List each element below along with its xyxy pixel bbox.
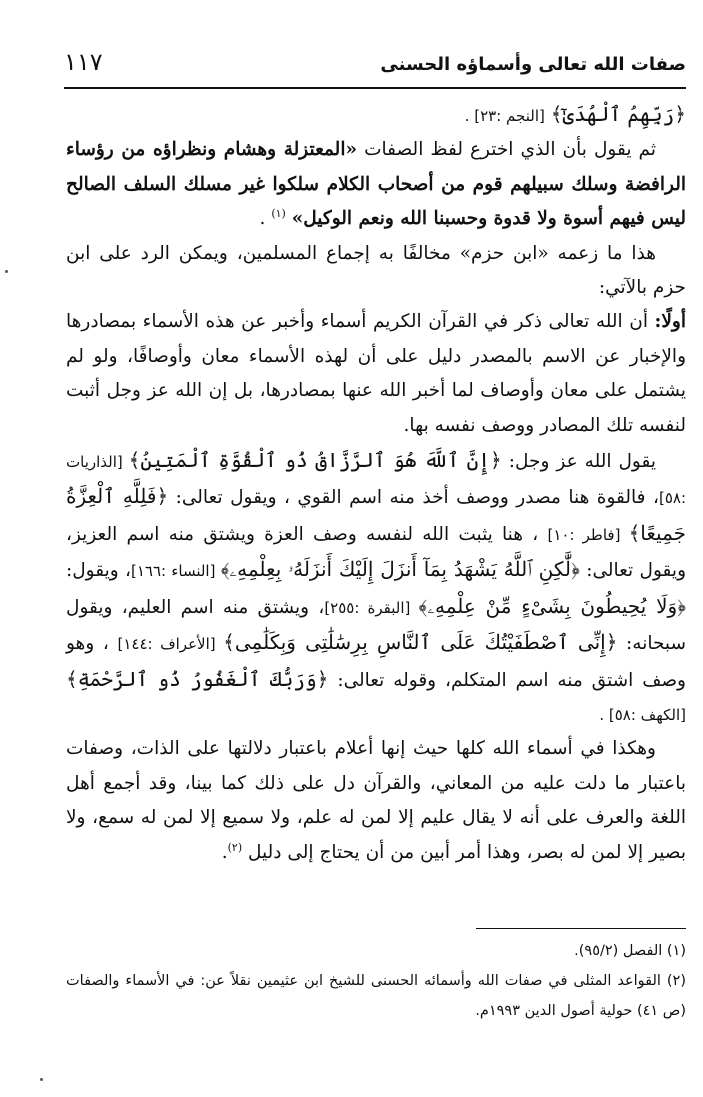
footnote-marker: (١) bbox=[271, 207, 286, 221]
paragraph-3: هذا ما زعمه «ابن حزم» مخالفًا به إجماع المسلمين، ويمكن الرد على ابن حزم بالآتي: bbox=[66, 242, 686, 299]
footnote-2: (٢) القواعد المثلى في صفات الله وأسمائه الحسنى للشيخ ابن عثيمين نقلاً عن: في الأسماء والصفات (ص ٤١) حولية أصول الدين ١٩٩٣م. bbox=[66, 973, 686, 1019]
paragraph-text: ثم يقول بأن الذي اخترع لفظ الصفات bbox=[357, 139, 656, 161]
page-number: ١١٧ bbox=[64, 48, 103, 76]
paragraph-2 bbox=[66, 133, 686, 236]
paragraph-4 bbox=[66, 305, 686, 443]
verse-reference: [الذاريات :٥٨] bbox=[66, 453, 687, 508]
footnote-marker: (٢) bbox=[227, 840, 243, 854]
margin-speck bbox=[5, 270, 8, 273]
main-text bbox=[66, 97, 686, 870]
paragraph-end: . bbox=[221, 841, 228, 863]
quran-verse: ﴿وَلَا يُحِيطُونَ بِشَىْءٍ مِّنْ عِلْمِهِۦ﴾ bbox=[418, 593, 686, 618]
quoted-text: «المعتزلة وهشام ونظراؤه من رؤساء الرافضة وسلك سبيلهم قوم من أصحاب الكلام سلكوا غير مسلك السلف الصالح ليس فيهم أسوة ولا قدوة وحسبنا الله ونعم الوكيل» bbox=[66, 139, 686, 230]
verse-reference: [الأعراف :١٤٤] bbox=[117, 635, 224, 654]
paragraph-text: ، وهو وصف اشتق منه اسم المتكلم، وقوله تعالى: bbox=[66, 633, 686, 691]
footnote-1: (١) الفصل (٩٥/٢). bbox=[574, 943, 686, 959]
verse-reference: [النجم :٢٣] . bbox=[464, 107, 545, 125]
header-rule bbox=[64, 87, 686, 89]
point-label: أولًا: bbox=[654, 311, 686, 333]
quran-verse: ﴿فَلِلَّهِ ٱلْعِزَّةُ جَمِيعًا﴾ bbox=[66, 484, 686, 545]
quran-verse: ﴿لَّٰكِنِ ٱللَّهُ يَشْهَدُ بِمَآ أَنزَلَ إِلَيْكَ أَنزَلَهُۥ بِعِلْمِهِۦ﴾ bbox=[220, 557, 580, 582]
footnotes bbox=[66, 936, 686, 1026]
paragraph-text: وهكذا في أسماء الله كلها حيث إنها أعلام باعتبار دلالتها على الذات، وصفات باعتبار ما دلت عليه من المعاني، والقرآن دل على ذلك كما بينا، وقد أجمع أهل اللغة والعرف على أنه لا يقال عليم إلا لمن له علم، ولا سميع إلا لمن له سمع، ولا بصير إلا لمن له بصر، وهذا أمر أبين من أن يحتاج إلى دليل bbox=[66, 738, 686, 863]
paragraph-text: ، ويقول: bbox=[66, 560, 131, 582]
quran-verse: ﴿رَبِّهِمُ ٱلْهُدَىٰٓ﴾ bbox=[550, 102, 686, 126]
quran-verse: ﴿وَرَبُّكَ ٱلْغَفُورُ ذُو ٱلرَّحْمَةِ﴾ bbox=[66, 666, 329, 691]
paragraph-text: يقول الله عز وجل: bbox=[501, 451, 656, 473]
quran-verse: ﴿إِنَّ ٱللَّهَ هُوَ ٱلرَّزَّاقُ ذُو ٱلْقُوَّةِ ٱلْمَتِينُ﴾ bbox=[128, 448, 502, 473]
verse-reference: [البقرة :٢٥٥] bbox=[324, 598, 419, 617]
paragraph-1 bbox=[66, 97, 686, 133]
verse-reference: [النساء :١٦٦] bbox=[131, 562, 221, 581]
margin-speck bbox=[40, 1078, 43, 1081]
quran-verse: ﴿إِنِّى ٱصْطَفَيْتُكَ عَلَى ٱلنَّاسِ بِرِسَٰلَٰتِى وَبِكَلَٰمِى﴾ bbox=[223, 630, 618, 655]
paragraph-text: أن الله تعالى ذكر في القرآن الكريم أسماء وأخبر عن هذه الأسماء بمصادرها والإخبار عن الاسم بالمصدر دليل على أن لهذه الأسماء معان وأوصافًا، ولو لم يشتمل على معان وأوصاف لما أخبر الله عنها بمصادرها، بل إن الله عز وجل أثبت لنفسه تلك المصادر ووصف نفسه بها. bbox=[66, 311, 686, 436]
paragraph-6 bbox=[66, 732, 686, 870]
paragraph-text: ، فالقوة هنا مصدر ووصف أخذ منه اسم القوي ، ويقول تعالى: bbox=[168, 487, 659, 509]
running-title: صفات الله تعالى وأسماؤه الحسنى bbox=[380, 54, 686, 75]
paragraph-text: ، ويشتق منه اسم العليم، ويقول سبحانه: bbox=[66, 596, 687, 655]
paragraph-text: ، هنا يثبت الله لنفسه وصف العزة ويشتق منه اسم العزيز، ويقول تعالى: bbox=[66, 523, 686, 582]
footnote-separator bbox=[476, 928, 686, 929]
verse-reference: [الكهف :٥٨] . bbox=[599, 705, 686, 724]
paragraph-5 bbox=[66, 443, 686, 732]
page-header bbox=[64, 44, 686, 84]
verse-reference: [فاطر :١٠] bbox=[547, 525, 629, 544]
paragraph-end: . bbox=[259, 208, 266, 230]
